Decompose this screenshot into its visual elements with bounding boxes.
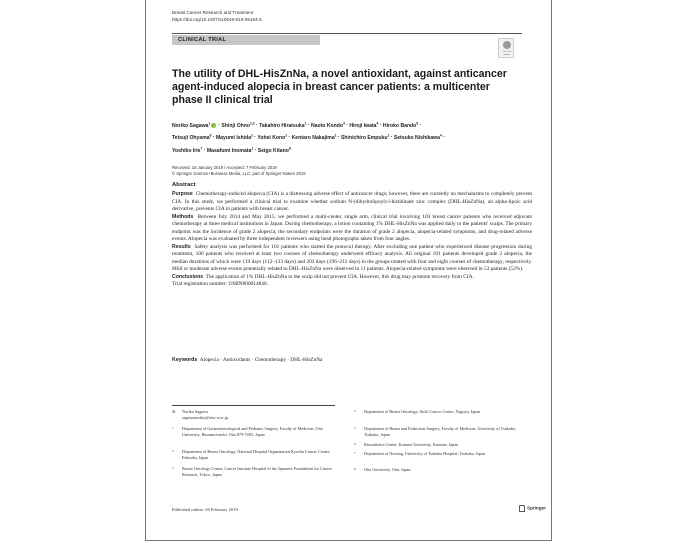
springer-logo: Springer: [519, 505, 546, 512]
author[interactable]: Shinji Ohno$^{2,3}$: [221, 121, 255, 129]
article-dates: [172, 165, 306, 178]
author[interactable]: Mayumi Ishida$^2$: [215, 133, 253, 142]
author[interactable]: Setsuko Nishikawa$^4$: [393, 133, 442, 142]
affiliation-3: 3 Breast Oncology Center, Cancer Institute Hospital of the Japanese Foundation for Cancer Research, Tokyo, Japan: [172, 466, 332, 477]
affiliation-8: 8 Oita University, Oita, Japan: [354, 467, 411, 472]
abstract-methods: Methods Between July 2014 and May 2015, we performed a multi-center, single arm, clinical trial involving 103 breast cancer patients who received adjuvant chemotherapy at three medical institutions in Japan. During chemotherapy, a lotion containing 1% DHL-HisZnNa was applied daily to the patients' scalps. The primary endpoint was the incidence of grade 2 alopecia; the secondary endpoints were the duration of grade 2 alopecia, alopecia-related symptoms, and drug-related adverse events. Alopecia was evaluated by three independent reviewers using head photographs taken from four angles.: [172, 213, 532, 242]
check-for-updates-badge[interactable]: [498, 38, 514, 58]
corresponding-email[interactable]: sagawanoriko@oita-u.ac.jp: [182, 414, 228, 420]
author[interactable]: Hiroko Bando$^5$: [382, 121, 419, 129]
section-banner: CLINICAL TRIAL: [172, 35, 320, 45]
affiliation-5: 5 Department of Breast and Endocrine Surgery, Faculty of Medicine, University of Tsukuba, Tsukuba, Japan: [354, 426, 516, 437]
author[interactable]: Yohei Kono$^1$: [257, 133, 288, 142]
doi-link[interactable]: https://doi.org/10.1007/s10549-019-05164-5: [172, 17, 262, 22]
affiliation-4: 4 Department of Breast Oncology, Aichi Cancer Center, Nagoya, Japan: [354, 409, 481, 414]
abstract-results: Results Safety analysis was performed for 101 patients who started the protocol therapy. After excluding one patient who experienced disease progression during treatment, 100 patients who received at least two courses of chemotherapy underwent efficacy analysis. All original 101 patients developed grade 2 alopecia, the median durations of which were 119 days (112–133 days) and 203 days (196–212 days) in the groups treated with four and eight courses of chemotherapy, respectively. Mild or moderate adverse events potentially related to DHL-HisZnNa were observed in 11 patients. Alopecia-related symptoms were observed in 53 patients (52%).: [172, 243, 533, 272]
footnote-rule: [172, 405, 335, 406]
header-rule: [172, 33, 522, 34]
trial-registration: Trial registration number: UMIN000014840.: [172, 281, 268, 287]
author[interactable]: Takahiro Hiratsuka$^1$: [259, 121, 307, 129]
abstract-conclusions: Conclusions The application of 1% DHL-HisZnNa to the scalp did not prevent CIA. However, this drug may promote recovery from CIA.: [172, 273, 474, 280]
author[interactable]: Shinichiro Empuku$^1$: [341, 133, 390, 142]
journal-header: [172, 9, 262, 23]
author[interactable]: Seigo Kitano$^8$: [257, 145, 291, 154]
affiliation-2: 2 Department of Breast Oncology, National Hospital Organization Kyushu Cancer Center, Fukuoka, Japan: [172, 449, 330, 460]
keywords: [172, 357, 322, 363]
keywords-label: Keywords: [172, 357, 198, 363]
orcid-icon[interactable]: [211, 123, 216, 128]
springer-horse-icon: [519, 505, 525, 512]
copyright: © Springer Science+Business Media, LLC, part of Springer Nature 2019: [172, 171, 306, 177]
check-updates-caption: Check for updates: [502, 51, 512, 56]
author[interactable]: Kentaro Nakajima$^1$: [291, 133, 337, 142]
article-title: The utility of DHL-HisZnNa, a novel antioxidant, against anticancer agent-induced alopecia in breast cancer patients: a multicenter phase II clinical trial: [172, 68, 507, 106]
affiliation-7: 7 Department of Nursing, University of Tsukuba Hospital, Tsukuba, Japan: [354, 451, 486, 456]
author[interactable]: Tetsuji Ohyama$^6$: [172, 133, 212, 142]
author[interactable]: Noriko Sagawa$^1$: [172, 123, 217, 129]
corresponding-name: Noriko Sagawa: [182, 409, 208, 414]
author[interactable]: Yoshiko Irie$^7$: [172, 145, 203, 154]
envelope-icon: ✉: [172, 409, 176, 414]
affiliation-6: 6 Biostatistics Center, Kurume University, Kurume, Japan: [354, 442, 459, 447]
published-online: Published online: 26 February 2019: [172, 507, 238, 512]
author[interactable]: Masafumi Inomata$^1$: [206, 145, 254, 154]
author[interactable]: Naoto Kondo$^4$: [310, 121, 345, 129]
journal-name: Breast Cancer Research and Treatment: [172, 10, 254, 15]
pdf-page: [145, 0, 552, 541]
keywords-list: Alopecia · Antioxidants · Chemotherapy · DHL-HisZnNa: [199, 357, 323, 363]
check-updates-icon: [503, 41, 511, 49]
abstract-purpose: Purpose Chemotherapy-induced alopecia (CIA) is a distressing adverse effect of anticancer drugs; however, there are currently no mechanisms to completely prevent CIA. In this study, we performed a clinical trial to examine whether sodium N-(dihydrolipoyl)-l-histidinate zinc complex (DHL-HisZnNa), an alpha-lipoic acid derivative, prevents CIA in patients with breast cancer.: [172, 191, 533, 212]
author[interactable]: Hiroji Iwata$^4$: [349, 121, 379, 129]
corresponding-author: [172, 409, 342, 421]
abstract-body: [172, 191, 532, 289]
author-list: Noriko Sagawa$^1$ · Shinji Ohno$^{2,3}$ · Takahiro Hiratsuka$^1$ · Naoto Kondo$^4$ · Hiroji Iwata$^4$ · Hiroko Bando$^5$ · Tetsuji Ohyama$^6$ · Mayumi Ishida$^2$ · Yohei Kono$^1$ · Kentaro Nakajima$^1$ · Shinichiro Empuku$^1$ · Setsuko Nishikawa$^4$ · Yoshiko Irie$^7$ · Masafumi Inomata$^1$ · Seigo Kitano$^8$: [172, 121, 445, 154]
abstract-heading: Abstract: [172, 182, 196, 188]
received-accepted: Received: 18 January 2019 / Accepted: 7 February 2019: [172, 165, 277, 170]
affiliation-1: 1 Department of Gastroenterological and Pediatric Surgery, Faculty of Medicine, Oita University, Hasama-machi, Oita 879-5593, Japan: [172, 426, 323, 437]
